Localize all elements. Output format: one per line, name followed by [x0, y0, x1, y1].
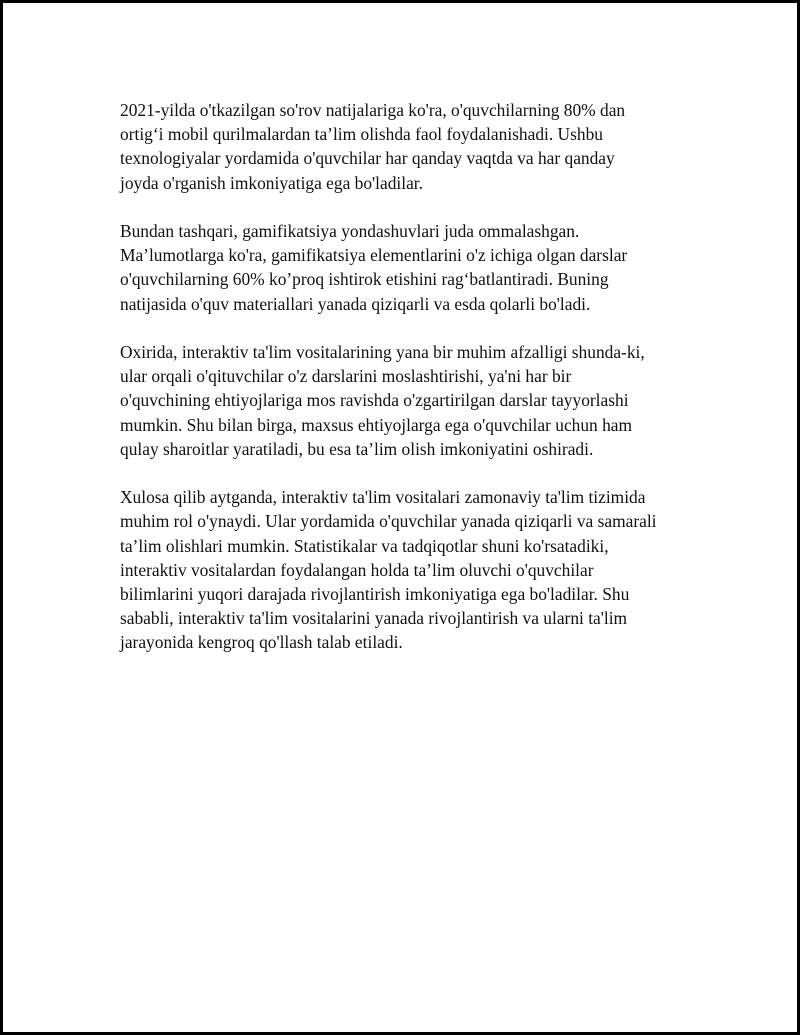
paragraph-line: o'quvchilarning 60% ko’proq ishtirok etishini rag‘batlantiradi. Buning	[120, 269, 609, 290]
paragraph-line: ular orqali o'qituvchilar o'z darslarini moslashtirishi, ya'ni har bir	[120, 366, 572, 387]
paragraph-4	[120, 485, 720, 654]
paragraph-line: interaktiv vositalardan foydalangan holda ta’lim oluvchi o'quvchilar	[120, 559, 594, 580]
paragraph-line: 2021-yilda o'tkazilgan so'rov natijalariga ko'ra, o'quvchilarning 80% dan	[120, 100, 626, 120]
paragraph-line: Oxirida, interaktiv ta'lim vositalarining yana bir muhim afzalligi shunda-ki,	[120, 342, 645, 362]
paragraph-2	[120, 219, 720, 316]
paragraph-line: muhim rol o'ynaydi. Ular yordamida o'quvchilar yanada qiziqarli va samarali	[120, 511, 657, 532]
paragraph-line: sababli, interaktiv ta'lim vositalarini yanada rivojlantirish va ularni ta'lim	[120, 608, 628, 629]
paragraph-line: qulay sharoitlar yaratiladi, bu esa ta’lim olish imkoniyatini oshiradi.	[120, 438, 594, 459]
paragraph-3	[120, 340, 720, 461]
paragraph-line: o'quvchining ehtiyojlariga mos ravishda o'zgartirilgan darslar tayyorlashi	[120, 390, 629, 411]
paragraph-line: Xulosa qilib aytganda, interaktiv ta'lim vositalari zamonaviy ta'lim tizimida	[120, 487, 646, 508]
paragraph-line: bilimlarini yuqori darajada rivojlantirish imkoniyatiga ega bo'ladilar. Shu	[120, 584, 630, 605]
paragraph-line: Bundan tashqari, gamifikatsiya yondashuvlari juda ommalashgan.	[120, 221, 580, 241]
paragraph-line: texnologiyalar yordamida o'quvchilar har qanday vaqtda va har qanday	[120, 148, 615, 169]
paragraph-line: Ma’lumotlarga ko'ra, gamifikatsiya elementlarini o'z ichiga olgan darslar	[120, 245, 628, 266]
paragraph-line: natijasida o'quv materiallari yanada qiziqarli va esda qolarli bo'ladi.	[120, 293, 591, 314]
paragraph-line: mumkin. Shu bilan birga, maxsus ehtiyojlarga ega o'quvchilar uchun ham	[120, 414, 633, 435]
document-body	[120, 98, 720, 679]
paragraph-line: joyda o'rganish imkoniyatiga ega bo'ladilar.	[120, 172, 423, 193]
paragraph-1	[120, 98, 720, 195]
paragraph-line: ortig‘i mobil qurilmalardan ta’lim olishda faol foydalanishadi. Ushbu	[120, 124, 603, 145]
paragraph-line: jarayonida kengroq qo'llash talab etiladi.	[120, 632, 403, 653]
paragraph-line: ta’lim olishlari mumkin. Statistikalar va tadqiqotlar shuni ko'rsatadiki,	[120, 535, 609, 556]
